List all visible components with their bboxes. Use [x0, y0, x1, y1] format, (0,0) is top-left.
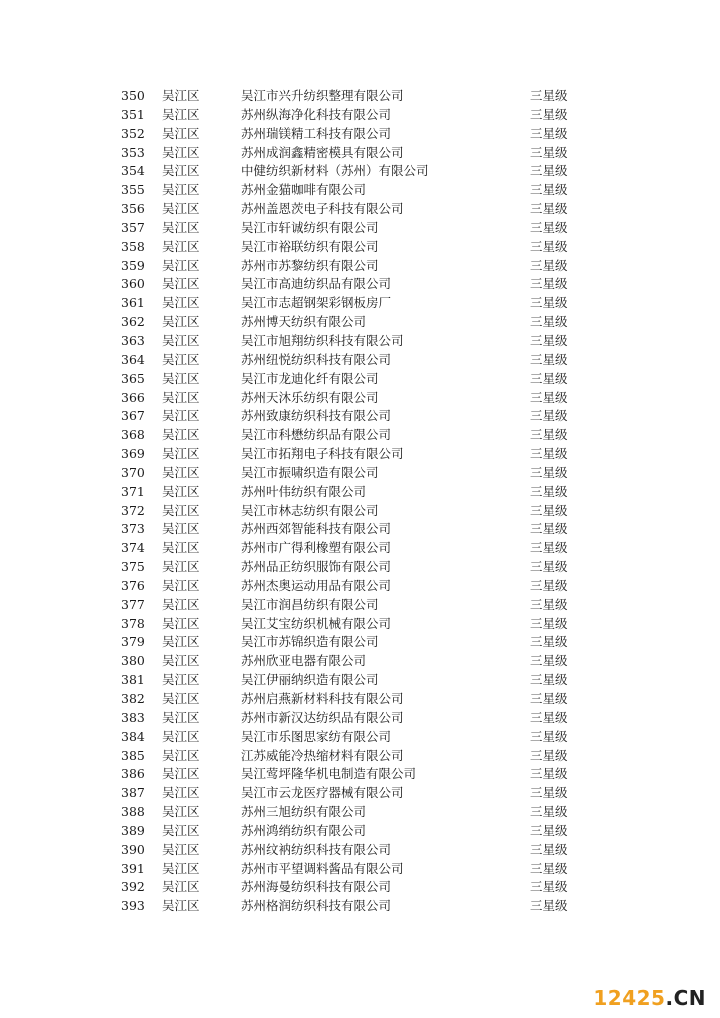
row-star-level: 三星级	[530, 860, 568, 876]
row-star-level: 三星级	[530, 577, 568, 593]
table-row	[0, 389, 720, 408]
table-row	[0, 822, 720, 841]
table-row	[0, 803, 720, 822]
row-star-level: 三星级	[530, 596, 568, 612]
row-district: 吴江区	[162, 653, 200, 669]
row-district: 吴江区	[162, 446, 200, 462]
row-star-level: 三星级	[530, 219, 568, 235]
row-company-name: 吴江市轩诚纺织有限公司	[241, 219, 379, 235]
table-row	[0, 125, 720, 144]
table-row	[0, 238, 720, 257]
row-number: 356	[121, 201, 145, 217]
row-number: 369	[121, 446, 145, 462]
row-number: 373	[121, 521, 145, 537]
row-company-name: 江苏威能冷热缩材料有限公司	[241, 747, 404, 763]
table-row	[0, 652, 720, 671]
row-star-level: 三星级	[530, 898, 568, 914]
row-star-level: 三星级	[530, 464, 568, 480]
site-watermark	[593, 986, 706, 1010]
row-star-level: 三星级	[530, 370, 568, 386]
table-row	[0, 181, 720, 200]
row-district: 吴江区	[162, 822, 200, 838]
row-company-name: 苏州纵海净化科技有限公司	[241, 106, 392, 122]
table-row	[0, 897, 720, 916]
row-star-level: 三星级	[530, 389, 568, 405]
row-number: 381	[121, 672, 145, 688]
row-district: 吴江区	[162, 106, 200, 122]
table-row	[0, 162, 720, 181]
row-number: 355	[121, 182, 145, 198]
row-district: 吴江区	[162, 766, 200, 782]
row-number: 350	[121, 88, 145, 103]
table-row	[0, 860, 720, 879]
row-district: 吴江区	[162, 785, 200, 801]
row-number: 383	[121, 709, 145, 725]
row-star-level: 三星级	[530, 182, 568, 198]
row-number: 357	[121, 219, 145, 235]
table-row	[0, 332, 720, 351]
watermark-suffix: .CN	[665, 986, 706, 1010]
row-number: 358	[121, 238, 145, 254]
row-number: 365	[121, 370, 145, 386]
row-company-name: 苏州三旭纺织有限公司	[241, 804, 367, 820]
row-star-level: 三星级	[530, 276, 568, 292]
row-number: 389	[121, 822, 145, 838]
row-number: 372	[121, 502, 145, 518]
table-row	[0, 596, 720, 615]
row-company-name: 吴江市龙迪化纤有限公司	[241, 370, 379, 386]
row-number: 364	[121, 351, 145, 367]
row-district: 吴江区	[162, 88, 200, 103]
row-district: 吴江区	[162, 709, 200, 725]
row-company-name: 苏州市广得利橡塑有限公司	[241, 540, 392, 556]
row-company-name: 吴江莺坪隆华机电制造有限公司	[241, 766, 417, 782]
row-district: 吴江区	[162, 521, 200, 537]
row-company-name: 苏州天沐乐纺织有限公司	[241, 389, 379, 405]
table-row	[0, 728, 720, 747]
row-star-level: 三星级	[530, 314, 568, 330]
row-company-name: 苏州西郊智能科技有限公司	[241, 521, 392, 537]
table-row	[0, 633, 720, 652]
row-number: 368	[121, 427, 145, 443]
row-company-name: 苏州瑞镁精工科技有限公司	[241, 125, 392, 141]
row-district: 吴江区	[162, 370, 200, 386]
row-number: 360	[121, 276, 145, 292]
row-district: 吴江区	[162, 860, 200, 876]
row-district: 吴江区	[162, 898, 200, 914]
row-star-level: 三星级	[530, 502, 568, 518]
row-district: 吴江区	[162, 182, 200, 198]
row-district: 吴江区	[162, 276, 200, 292]
row-star-level: 三星级	[530, 88, 568, 103]
row-district: 吴江区	[162, 747, 200, 763]
table-row	[0, 690, 720, 709]
row-company-name: 吴江市乐图思家纺有限公司	[241, 728, 392, 744]
row-district: 吴江区	[162, 125, 200, 141]
row-star-level: 三星级	[530, 295, 568, 311]
row-company-name: 吴江艾宝纺织机械有限公司	[241, 615, 392, 631]
table-row	[0, 87, 720, 106]
row-number: 378	[121, 615, 145, 631]
row-district: 吴江区	[162, 201, 200, 217]
row-district: 吴江区	[162, 351, 200, 367]
row-company-name: 苏州鸿绡纺织有限公司	[241, 822, 367, 838]
row-district: 吴江区	[162, 540, 200, 556]
row-district: 吴江区	[162, 144, 200, 160]
row-number: 367	[121, 408, 145, 424]
table-row	[0, 841, 720, 860]
row-district: 吴江区	[162, 728, 200, 744]
row-company-name: 吴江市裕联纺织有限公司	[241, 238, 379, 254]
row-number: 379	[121, 634, 145, 650]
row-company-name: 苏州纽悦纺织科技有限公司	[241, 351, 392, 367]
row-district: 吴江区	[162, 238, 200, 254]
row-company-name: 苏州纹衲纺织科技有限公司	[241, 841, 392, 857]
row-number: 351	[121, 106, 145, 122]
row-star-level: 三星级	[530, 822, 568, 838]
table-row	[0, 351, 720, 370]
row-number: 352	[121, 125, 145, 141]
table-row	[0, 407, 720, 426]
row-district: 吴江区	[162, 596, 200, 612]
row-star-level: 三星级	[530, 653, 568, 669]
row-company-name: 苏州启燕新材料科技有限公司	[241, 691, 404, 706]
row-number: 390	[121, 841, 145, 857]
row-number: 376	[121, 577, 145, 593]
row-number: 377	[121, 596, 145, 612]
row-company-name: 吴江伊丽纳织造有限公司	[241, 672, 379, 688]
row-number: 361	[121, 295, 145, 311]
row-star-level: 三星级	[530, 201, 568, 217]
row-star-level: 三星级	[530, 540, 568, 556]
row-star-level: 三星级	[530, 559, 568, 575]
row-number: 374	[121, 540, 145, 556]
row-star-level: 三星级	[530, 483, 568, 499]
row-star-level: 三星级	[530, 427, 568, 443]
row-district: 吴江区	[162, 408, 200, 424]
row-company-name: 苏州市平望调料酱品有限公司	[241, 860, 404, 876]
table-row	[0, 200, 720, 219]
row-company-name: 吴江市拓翔电子科技有限公司	[241, 446, 404, 462]
table-row	[0, 106, 720, 125]
row-district: 吴江区	[162, 163, 200, 179]
row-star-level: 三星级	[530, 766, 568, 782]
row-company-name: 苏州叶伟纺织有限公司	[241, 483, 367, 499]
row-company-name: 苏州海曼纺织科技有限公司	[241, 879, 392, 895]
row-district: 吴江区	[162, 502, 200, 518]
row-company-name: 苏州盖恩茨电子科技有限公司	[241, 201, 404, 217]
row-star-level: 三星级	[530, 841, 568, 857]
company-table	[0, 87, 720, 916]
row-number: 384	[121, 728, 145, 744]
row-district: 吴江区	[162, 559, 200, 575]
row-company-name: 苏州金猫咖啡有限公司	[241, 182, 367, 198]
table-row	[0, 370, 720, 389]
table-row	[0, 445, 720, 464]
row-district: 吴江区	[162, 295, 200, 311]
row-district: 吴江区	[162, 841, 200, 857]
row-district: 吴江区	[162, 615, 200, 631]
row-number: 354	[121, 163, 145, 179]
row-star-level: 三星级	[530, 163, 568, 179]
table-row	[0, 539, 720, 558]
row-star-level: 三星级	[530, 747, 568, 763]
table-row	[0, 294, 720, 313]
row-number: 382	[121, 691, 145, 706]
table-row	[0, 709, 720, 728]
row-company-name: 苏州欣亚电器有限公司	[241, 653, 367, 669]
row-star-level: 三星级	[530, 785, 568, 801]
table-row	[0, 483, 720, 502]
row-district: 吴江区	[162, 483, 200, 499]
row-company-name: 吴江市高迪纺织品有限公司	[241, 276, 392, 292]
table-row	[0, 426, 720, 445]
row-district: 吴江区	[162, 332, 200, 348]
table-row	[0, 520, 720, 539]
row-number: 371	[121, 483, 145, 499]
row-district: 吴江区	[162, 314, 200, 330]
row-company-name: 吴江市旭翔纺织科技有限公司	[241, 332, 404, 348]
row-star-level: 三星级	[530, 672, 568, 688]
row-star-level: 三星级	[530, 804, 568, 820]
row-number: 387	[121, 785, 145, 801]
row-star-level: 三星级	[530, 106, 568, 122]
row-number: 388	[121, 804, 145, 820]
row-district: 吴江区	[162, 691, 200, 706]
row-district: 吴江区	[162, 427, 200, 443]
table-row	[0, 144, 720, 163]
row-district: 吴江区	[162, 634, 200, 650]
row-number: 380	[121, 653, 145, 669]
row-number: 375	[121, 559, 145, 575]
row-number: 370	[121, 464, 145, 480]
row-company-name: 苏州致康纺织科技有限公司	[241, 408, 392, 424]
row-star-level: 三星级	[530, 879, 568, 895]
row-star-level: 三星级	[530, 144, 568, 160]
row-district: 吴江区	[162, 464, 200, 480]
row-district: 吴江区	[162, 672, 200, 688]
table-row	[0, 878, 720, 897]
row-star-level: 三星级	[530, 521, 568, 537]
row-company-name: 吴江市云龙医疗器械有限公司	[241, 785, 404, 801]
row-star-level: 三星级	[530, 408, 568, 424]
table-row	[0, 275, 720, 294]
row-star-level: 三星级	[530, 257, 568, 273]
row-district: 吴江区	[162, 879, 200, 895]
table-row	[0, 464, 720, 483]
row-company-name: 苏州品正纺织服饰有限公司	[241, 559, 392, 575]
table-row	[0, 577, 720, 596]
table-row	[0, 257, 720, 276]
row-number: 366	[121, 389, 145, 405]
row-number: 391	[121, 860, 145, 876]
row-number: 386	[121, 766, 145, 782]
row-number: 385	[121, 747, 145, 763]
row-star-level: 三星级	[530, 709, 568, 725]
row-company-name: 吴江市志超钢架彩钢板房厂	[241, 295, 392, 311]
row-star-level: 三星级	[530, 728, 568, 744]
table-row	[0, 615, 720, 634]
row-company-name: 苏州市新汉达纺织品有限公司	[241, 709, 404, 725]
table-row	[0, 747, 720, 766]
row-star-level: 三星级	[530, 691, 568, 706]
row-number: 393	[121, 898, 145, 914]
table-row	[0, 671, 720, 690]
watermark-number: 12425	[593, 986, 666, 1010]
row-star-level: 三星级	[530, 615, 568, 631]
row-star-level: 三星级	[530, 125, 568, 141]
table-row	[0, 219, 720, 238]
row-company-name: 吴江市林志纺织有限公司	[241, 502, 379, 518]
row-number: 359	[121, 257, 145, 273]
row-district: 吴江区	[162, 804, 200, 820]
row-district: 吴江区	[162, 219, 200, 235]
row-star-level: 三星级	[530, 332, 568, 348]
row-company-name: 吴江市兴升纺织整理有限公司	[241, 88, 404, 103]
row-company-name: 吴江市润昌纺织有限公司	[241, 596, 379, 612]
row-star-level: 三星级	[530, 634, 568, 650]
row-company-name: 苏州格润纺织科技有限公司	[241, 898, 392, 914]
table-row	[0, 558, 720, 577]
row-district: 吴江区	[162, 257, 200, 273]
row-company-name: 苏州市苏黎纺织有限公司	[241, 257, 379, 273]
row-district: 吴江区	[162, 577, 200, 593]
row-company-name: 苏州杰奥运动用品有限公司	[241, 577, 392, 593]
row-company-name: 苏州博天纺织有限公司	[241, 314, 367, 330]
row-company-name: 中健纺织新材料（苏州）有限公司	[241, 163, 429, 179]
row-company-name: 苏州成润鑫精密模具有限公司	[241, 144, 404, 160]
row-company-name: 吴江市振啸织造有限公司	[241, 464, 379, 480]
row-star-level: 三星级	[530, 446, 568, 462]
row-number: 392	[121, 879, 145, 895]
table-row	[0, 313, 720, 332]
row-number: 362	[121, 314, 145, 330]
table-row	[0, 784, 720, 803]
row-number: 353	[121, 144, 145, 160]
row-district: 吴江区	[162, 389, 200, 405]
table-row	[0, 765, 720, 784]
row-star-level: 三星级	[530, 238, 568, 254]
row-company-name: 吴江市苏锦织造有限公司	[241, 634, 379, 650]
row-company-name: 吴江市科懋纺织品有限公司	[241, 427, 392, 443]
table-row	[0, 502, 720, 521]
row-star-level: 三星级	[530, 351, 568, 367]
row-number: 363	[121, 332, 145, 348]
